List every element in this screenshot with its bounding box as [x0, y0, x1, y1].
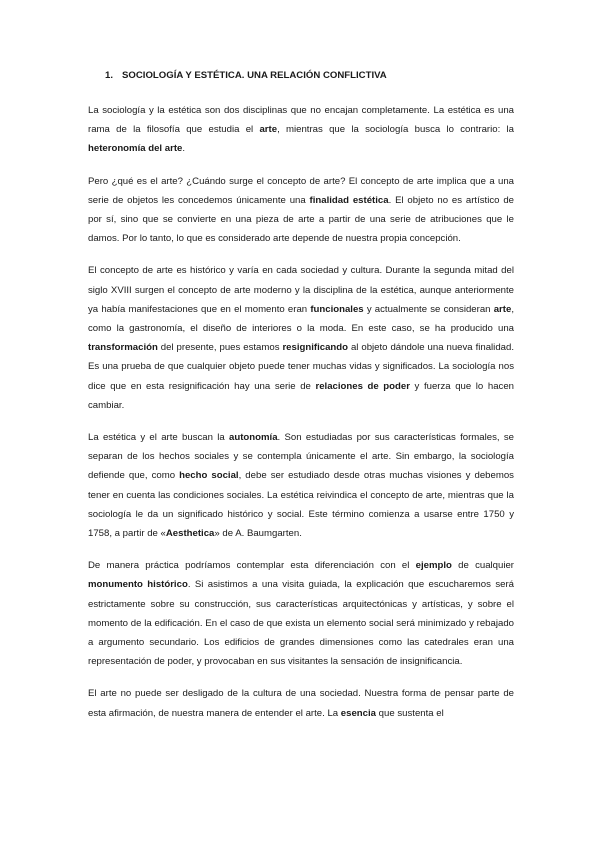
text-run: y fuerza que lo hacen cambiar.: [88, 380, 514, 411]
text-run: El arte no puede ser desligado de la cultura de una sociedad. Nuestra forma de pensar parte de esta afirmación, de nuestra manera de entender el arte. La: [88, 688, 514, 719]
bold-term: transformación: [88, 342, 158, 354]
section-title: SOCIOLOGÍA Y ESTÉTICA. UNA RELACIÓN CONFLICTIVA: [122, 70, 387, 81]
bold-term: arte: [259, 124, 278, 136]
bold-term: heteronomía del arte: [88, 143, 183, 155]
text-run: . Son estudiadas por sus características formales, se separan de los hechos sociales y se contempla únicamente el arte. Sin embargo, la sociología defiende que, como: [88, 432, 514, 482]
text-run: Pero ¿qué es el arte? ¿Cuándo surge el concepto de arte? El concepto de arte implica que a una serie de objetos les concedemos únicamente una: [88, 175, 514, 206]
paragraph: [88, 428, 514, 543]
bold-term: relaciones de poder: [315, 380, 410, 392]
text-run: , debe ser estudiado desde otras muchas visiones y debemos tener en cuenta las condiciones sociales. La estética reivindica el concepto de arte, mientras que la sociología le da un significado histórico y social. Este término comienza a usarse entre 1750 y 1758, a partir de «: [88, 470, 514, 540]
paragraph: [88, 261, 514, 415]
bold-term: resignificando: [282, 342, 349, 354]
bold-term: Aesthetica: [165, 528, 215, 540]
text-run: .: [182, 143, 186, 155]
text-run: De manera práctica podríamos contemplar esta diferenciación con el: [88, 560, 416, 572]
bold-term: arte: [493, 303, 512, 315]
bold-term: autonomía: [229, 432, 278, 444]
text-run: de cualquier: [451, 560, 514, 572]
text-run: que sustenta el: [376, 707, 444, 719]
section-heading: [88, 70, 514, 82]
text-run: y actualmente se consideran: [363, 303, 494, 315]
text-run: La sociología y la estética son dos disciplinas que no encajan completamente. La estética es una rama de la filosofía que estudia el: [88, 105, 514, 136]
text-run: , mientras que la sociología busca lo contrario: la: [277, 124, 514, 136]
bold-term: monumento histórico: [88, 579, 188, 591]
text-run: El concepto de arte es histórico y varía en cada sociedad y cultura. Durante la segunda mitad del siglo XVIII surgen el concepto de arte moderno y la disciplina de la estética, aunque anteriormente ya había manifestaciones que en el momento eran: [88, 265, 514, 315]
section-number: 1.: [105, 70, 114, 81]
paragraph: [88, 556, 514, 671]
text-run: , como la gastronomía, el diseño de interiores o la moda. En este caso, se ha producido una: [88, 303, 514, 335]
text-run: » de A. Baumgarten.: [214, 528, 302, 540]
text-run: del presente, pues estamos: [157, 342, 283, 354]
paragraph: [88, 101, 514, 159]
bold-term: esencia: [340, 707, 377, 719]
paragraph: [88, 172, 514, 249]
paragraph: [88, 684, 514, 722]
bold-term: hecho social: [179, 470, 239, 482]
bold-term: finalidad estética: [309, 194, 389, 206]
bold-term: funcionales: [310, 303, 364, 315]
text-run: al objeto dándole una nueva finalidad. Es una prueba de que cualquier objeto puede tener muchas vidas y significados. La sociología nos dice que en esta resignificación hay una serie de: [88, 342, 514, 392]
text-run: . Si asistimos a una visita guiada, la explicación que escucharemos será estrictamente sobre su construcción, sus características arquitectónicas y artísticas, y sobre el momento de la edificación. En el caso de que exista un elemento social será minimizado y rebajado a argumento secundario. Los edificios de grandes dimensiones como las catedrales eran una representación de poder, y provocaban en sus visitantes la sensación de insignificancia.: [88, 579, 514, 668]
text-run: . El objeto no es artístico de por sí, sino que se convierte en una pieza de arte a partir de una serie de atribuciones que le damos. Por lo tanto, lo que es considerado arte depende de nuestra propia concepción.: [88, 194, 514, 245]
bold-term: ejemplo: [415, 560, 452, 572]
text-run: La estética y el arte buscan la: [88, 432, 230, 444]
